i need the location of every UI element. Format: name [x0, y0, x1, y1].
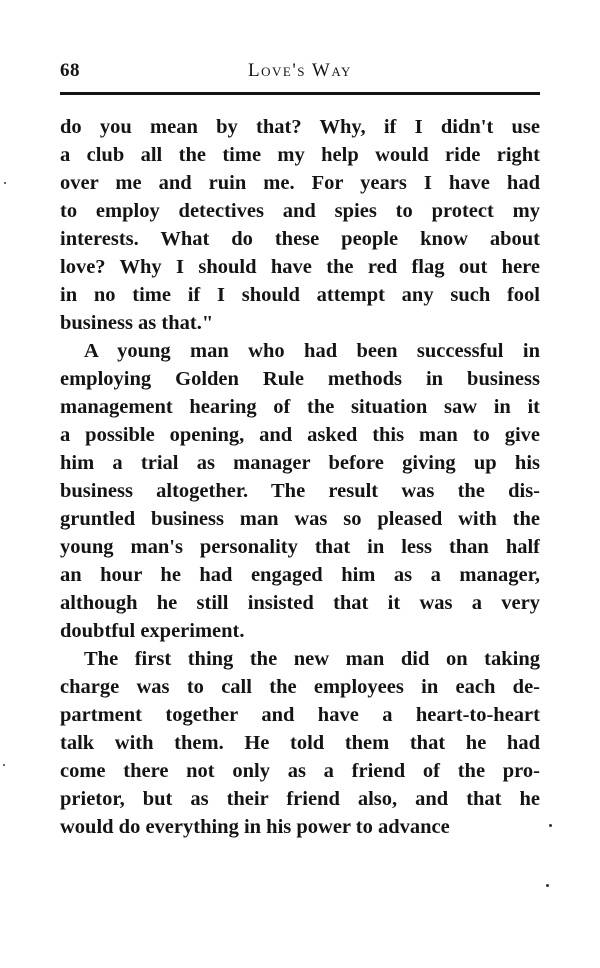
text-line: in no time if I should attempt any such fool	[60, 284, 540, 306]
text-line: would do everything in his power to advance	[60, 816, 450, 838]
text-line: interests. What do these people know about	[60, 228, 540, 250]
text-line: come there not only as a friend of the pro-	[60, 760, 540, 782]
text-line: A young man who had been successful in	[84, 340, 540, 362]
text-line: doubtful experiment.	[60, 620, 245, 642]
text-line: management hearing of the situation saw in it	[60, 396, 540, 418]
paragraph	[60, 113, 540, 337]
page-number: 68	[60, 60, 80, 81]
text-line: over me and ruin me. For years I have had	[60, 172, 540, 194]
text-line: prietor, but as their friend also, and that he	[60, 788, 540, 810]
text-line: The first thing the new man did on taking	[84, 648, 540, 670]
text-line: employing Golden Rule methods in business	[60, 368, 540, 390]
paragraph	[60, 645, 540, 841]
header-rule	[60, 92, 540, 95]
body-text	[60, 113, 540, 841]
text-line: charge was to call the employees in each de-	[60, 676, 540, 698]
text-line: business as that."	[60, 312, 214, 334]
running-head	[60, 50, 540, 90]
scan-speck	[3, 764, 5, 766]
text-line: to employ detectives and spies to protect my	[60, 200, 540, 222]
running-title: Love's Way	[248, 60, 352, 81]
book-page	[60, 50, 540, 841]
scan-speck	[549, 824, 552, 827]
text-line: young man's personality that in less than half	[60, 536, 540, 558]
text-line: a possible opening, and asked this man to give	[60, 424, 540, 446]
text-line: an hour he had engaged him as a manager,	[60, 564, 540, 586]
text-line: although he still insisted that it was a very	[60, 592, 540, 614]
paragraph	[60, 337, 540, 645]
scan-speck	[4, 182, 6, 184]
text-line: him a trial as manager before giving up his	[60, 452, 540, 474]
text-line: a club all the time my help would ride right	[60, 144, 540, 166]
text-line: talk with them. He told them that he had	[60, 732, 540, 754]
text-line: partment together and have a heart-to-heart	[60, 704, 540, 726]
text-line: business altogether. The result was the dis-	[60, 480, 540, 502]
scan-speck	[546, 884, 549, 887]
text-line: love? Why I should have the red flag out here	[60, 256, 540, 278]
text-line: do you mean by that? Why, if I didn't use	[60, 116, 540, 138]
text-line: gruntled business man was so pleased with the	[60, 508, 540, 530]
